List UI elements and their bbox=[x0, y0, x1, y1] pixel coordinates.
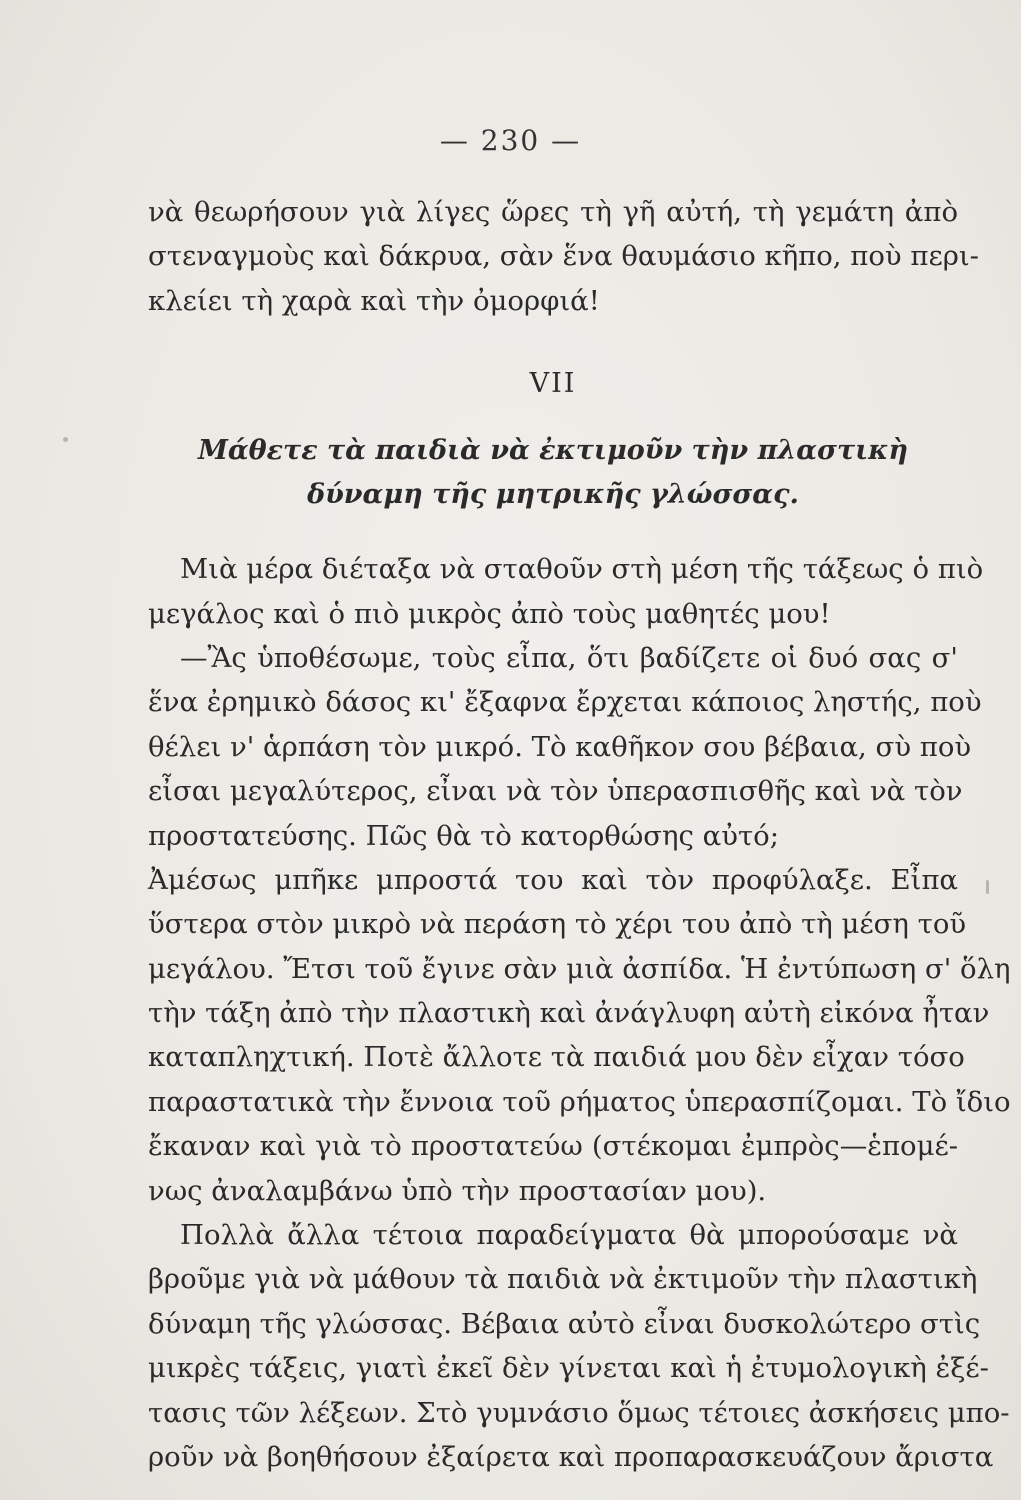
text-line: μικρὲς τάξεις, γιατὶ ἐκεῖ δὲν γίνεται καὶ ἡ ἐτυμολογικὴ ἐξέ- bbox=[148, 1352, 989, 1385]
text-line: παραστατικὰ τὴν ἔννοια τοῦ ρήματος ὑπερασπίζομαι. Τὸ ἴδιο bbox=[148, 1085, 1011, 1118]
text-line: τὴν τάξη ἀπὸ τὴν πλαστικὴ καὶ ἀνάγλυφη αὐτὴ εἰκόνα ἦταν bbox=[148, 997, 990, 1030]
paper-speck bbox=[63, 437, 68, 442]
text-line: Ἀμέσως μπῆκε μπροστά του καὶ τὸν προφύλαξε. Εἶπα bbox=[148, 863, 958, 896]
text-line: Πολλὰ ἄλλα τέτοια παραδείγματα θὰ μπορούσαμε νὰ bbox=[180, 1219, 958, 1252]
text-line: ὕστερα στὸν μικρὸ νὰ περάση τὸ χέρι του ἀπὸ τὴ μέση τοῦ bbox=[148, 908, 967, 941]
text-line: θέλει ν' ἁρπάση τὸν μικρό. Τὸ καθῆκον σου βέβαια, σὺ ποὺ bbox=[148, 730, 972, 763]
section-number: VII bbox=[529, 368, 577, 400]
text-line: κλείει τὴ χαρὰ καὶ τὴν ὀμορφιά! bbox=[148, 284, 600, 317]
page-text bbox=[148, 190, 1011, 1479]
text-line: ἕνα ἐρημικὸ δάσος κι' ἔξαφνα ἔρχεται κάποιος ληστής, ποὺ bbox=[148, 686, 982, 719]
text-line: ἔκαναν καὶ γιὰ τὸ προστατεύω (στέκομαι ἐμπρὸς—ἑπομέ- bbox=[148, 1130, 958, 1163]
page-number: — 230 — bbox=[439, 124, 582, 157]
text-line: μεγάλου. Ἔτσι τοῦ ἔγινε σὰν μιὰ ἀσπίδα. Ἡ ἐντύπωση σ' ὅλη bbox=[148, 952, 1011, 985]
text-line: προστατεύσης. Πῶς θὰ τὸ κατορθώσης αὐτό; bbox=[148, 819, 779, 852]
text-line: στεναγμοὺς καὶ δάκρυα, σὰν ἕνα θαυμάσιο κῆπο, ποὺ περι- bbox=[148, 240, 979, 273]
text-line: καταπληχτική. Ποτὲ ἄλλοτε τὰ παιδιά μου δὲν εἶχαν τόσο bbox=[148, 1041, 965, 1074]
text-line: μεγάλος καὶ ὁ πιὸ μικρὸς ἀπὸ τοὺς μαθητές μου! bbox=[148, 597, 831, 630]
text-line: δύναμη τῆς γλώσσας. Βέβαια αὐτὸ εἶναι δυσκολώτερο στὶς bbox=[148, 1307, 981, 1340]
text-line: νὰ θεωρήσουν γιὰ λίγες ὥρες τὴ γῆ αὐτή, τὴ γεμάτη ἀπὸ bbox=[148, 196, 958, 228]
text-line: Μιὰ μέρα διέταξα νὰ σταθοῦν στὴ μέση τῆς τάξεως ὁ πιὸ bbox=[180, 553, 984, 586]
section-heading-line: Μάθετε τὰ παιδιὰ νὰ ἐκτιμοῦν τὴν πλαστικὴ bbox=[197, 435, 909, 467]
text-line: βροῦμε γιὰ νὰ μάθουν τὰ παιδιὰ νὰ ἐκτιμοῦν τὴν πλαστικὴ bbox=[148, 1263, 978, 1296]
text-line: τασις τῶν λέξεων. Στὸ γυμνάσιο ὅμως τέτοιες ἀσκήσεις μπο- bbox=[148, 1396, 1010, 1429]
text-line: —Ἂς ὑποθέσωμε, τοὺς εἶπα, ὅτι βαδίζετε οἱ δυό σας σ' bbox=[180, 641, 958, 674]
section-heading-line: δύναμη τῆς μητρικῆς γλώσσας. bbox=[307, 479, 799, 511]
text-line: ροῦν νὰ βοηθήσουν ἐξαίρετα καὶ προπαρασκευάζουν ἄριστα bbox=[148, 1440, 994, 1473]
text-line: εἶσαι μεγαλύτερος, εἶναι νὰ τὸν ὑπερασπισθῆς καὶ νὰ τὸν bbox=[148, 775, 963, 808]
paper-speck bbox=[986, 880, 989, 894]
text-line: νως ἀναλαμβάνω ὑπὸ τὴν προστασίαν μου). bbox=[148, 1174, 767, 1207]
